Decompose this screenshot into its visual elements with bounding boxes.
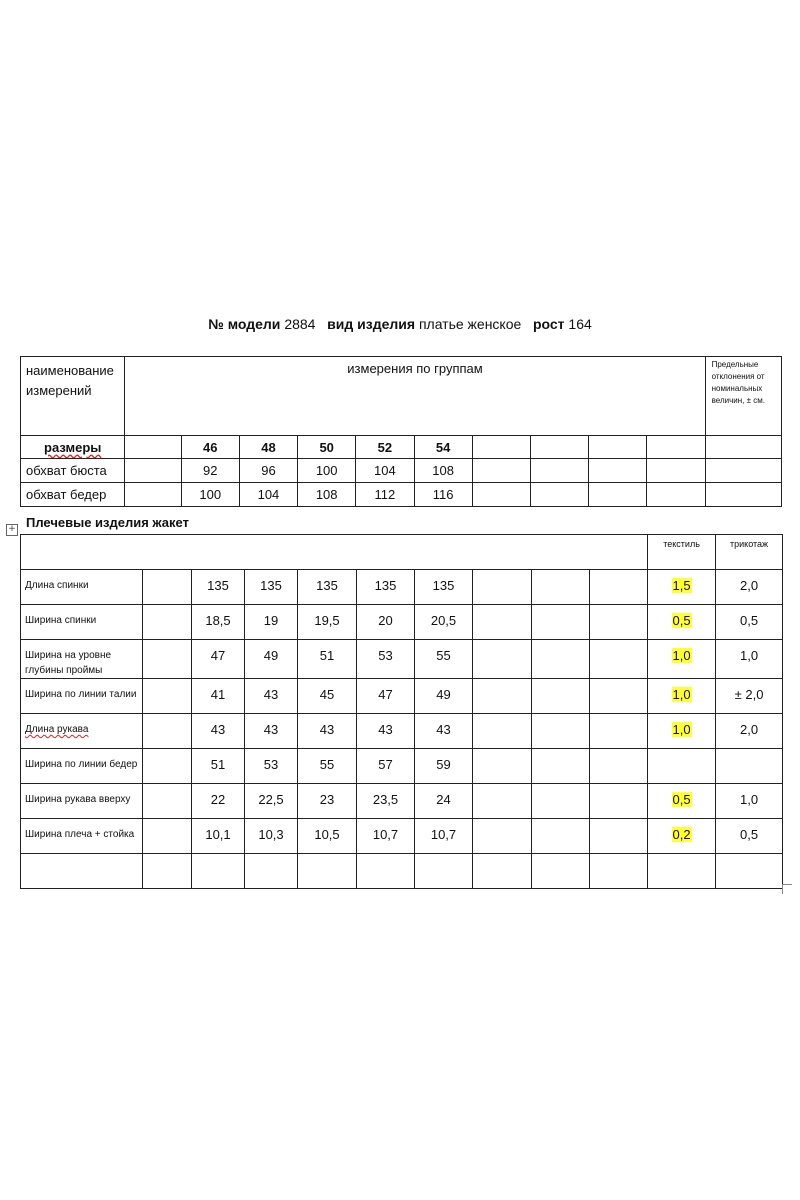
table-row <box>21 819 783 854</box>
row-label <box>21 714 143 749</box>
type-label: вид изделия <box>327 316 416 332</box>
empty-cell <box>530 436 588 459</box>
row-label-text: Ширина по линии бедер <box>25 759 138 770</box>
value-cell: 23 <box>298 784 357 819</box>
value-cell: 19,5 <box>298 605 357 640</box>
size-measurements-table <box>20 356 782 507</box>
empty-cell <box>705 483 781 507</box>
value-cell: 55 <box>415 640 473 679</box>
empty-cell <box>590 679 648 714</box>
empty-cell <box>532 679 590 714</box>
row-label-text: Ширина рукава вверху <box>25 794 131 805</box>
value-cell: 108 <box>414 459 472 483</box>
textile-value: 1,0 <box>672 648 691 663</box>
value-cell: 18,5 <box>192 605 245 640</box>
empty-cell <box>532 854 590 889</box>
value-cell: 43 <box>245 679 298 714</box>
empty-cell <box>143 749 192 784</box>
size-header: 54 <box>414 436 472 459</box>
row-label <box>21 749 143 784</box>
row-label: обхват бедер <box>21 483 125 507</box>
empty-cell <box>590 570 648 605</box>
empty-cell <box>143 854 192 889</box>
empty-cell <box>473 784 532 819</box>
textile-value <box>681 757 683 772</box>
row-label <box>21 570 143 605</box>
table-row <box>21 854 783 889</box>
deviation-header: Предельные отклонения от номинальных величин, ± см. <box>705 357 781 436</box>
empty-cell <box>143 784 192 819</box>
value-cell: 104 <box>356 459 414 483</box>
empty-cell <box>532 819 590 854</box>
value-cell: 49 <box>415 679 473 714</box>
jacket-measurements-table <box>20 534 783 889</box>
table-row <box>21 749 783 784</box>
value-cell: 23,5 <box>357 784 415 819</box>
value-cell: 20,5 <box>415 605 473 640</box>
value-cell: 135 <box>415 570 473 605</box>
value-cell: 43 <box>298 714 357 749</box>
knit-cell: 2,0 <box>716 714 783 749</box>
value-cell: 53 <box>245 749 298 784</box>
empty-cell <box>647 483 705 507</box>
empty-cell <box>143 640 192 679</box>
value-cell: 22 <box>192 784 245 819</box>
table-row <box>21 459 782 483</box>
knit-cell: 2,0 <box>716 570 783 605</box>
value-cell: 47 <box>192 640 245 679</box>
value-cell: 43 <box>415 714 473 749</box>
sizes-label <box>21 436 125 459</box>
textile-value: 0,2 <box>672 827 691 842</box>
knit-cell: 1,0 <box>716 640 783 679</box>
value-cell: 45 <box>298 679 357 714</box>
empty-cell <box>589 436 647 459</box>
section-title: Плечевые изделия жакет <box>26 515 189 530</box>
empty-cell <box>472 459 530 483</box>
value-cell: 100 <box>181 483 239 507</box>
table-row <box>21 714 783 749</box>
value-cell: 10,3 <box>245 819 298 854</box>
size-header: 46 <box>181 436 239 459</box>
value-cell: 47 <box>357 679 415 714</box>
type-value: платье женское <box>418 316 522 332</box>
knit-cell <box>716 749 783 784</box>
size-header: 52 <box>356 436 414 459</box>
empty-cell <box>647 436 705 459</box>
empty-cell <box>590 714 648 749</box>
document-title <box>0 316 800 332</box>
empty-cell <box>590 605 648 640</box>
value-cell: 92 <box>181 459 239 483</box>
empty-cell <box>590 819 648 854</box>
empty-cell <box>589 459 647 483</box>
row-label <box>21 605 143 640</box>
textile-value: 0,5 <box>672 613 691 628</box>
empty-cell <box>530 459 588 483</box>
empty-cell <box>473 640 532 679</box>
row-label <box>21 784 143 819</box>
row-label-text: Ширина по линии талии <box>25 689 137 700</box>
value-cell: 43 <box>245 714 298 749</box>
empty-cell <box>143 679 192 714</box>
empty-cell <box>125 436 181 459</box>
empty-cell <box>473 679 532 714</box>
value-cell: 24 <box>415 784 473 819</box>
row-label-text: Ширина на уровне глубины проймы <box>25 650 112 676</box>
textile-cell <box>648 679 716 714</box>
row-label-text: Длина рукава <box>25 724 89 735</box>
size-header: 48 <box>239 436 297 459</box>
value-cell: 10,7 <box>415 819 473 854</box>
empty-cell <box>125 483 181 507</box>
sizes-label-text: размеры <box>44 439 102 455</box>
empty-cell <box>472 436 530 459</box>
value-cell: 135 <box>357 570 415 605</box>
height-value: 164 <box>568 316 592 332</box>
name-header: наименование измерений <box>21 357 125 436</box>
value-cell: 43 <box>192 714 245 749</box>
textile-cell <box>648 749 716 784</box>
empty-cell <box>532 640 590 679</box>
empty-cell <box>473 819 532 854</box>
empty-cell <box>716 854 783 889</box>
empty-cell <box>532 570 590 605</box>
textile-cell <box>648 714 716 749</box>
table-row <box>21 784 783 819</box>
value-cell: 49 <box>245 640 298 679</box>
empty-cell <box>532 784 590 819</box>
value-cell: 10,5 <box>298 819 357 854</box>
knit-cell: ± 2,0 <box>716 679 783 714</box>
value-cell: 108 <box>298 483 356 507</box>
knit-cell: 0,5 <box>716 605 783 640</box>
value-cell: 96 <box>239 459 297 483</box>
row-label <box>21 679 143 714</box>
model-label: № модели <box>208 316 281 332</box>
empty-cell <box>143 605 192 640</box>
textile-header: текстиль <box>648 535 716 570</box>
row-label-text: Ширина плеча + стойка <box>25 829 135 840</box>
textile-cell <box>648 570 716 605</box>
move-handle-icon[interactable]: + <box>6 524 18 536</box>
table-row <box>21 605 783 640</box>
textile-cell <box>648 640 716 679</box>
row-label: обхват бюста <box>21 459 125 483</box>
value-cell: 41 <box>192 679 245 714</box>
value-cell: 55 <box>298 749 357 784</box>
empty-cell <box>532 605 590 640</box>
empty-cell <box>357 854 415 889</box>
table-row <box>21 640 783 679</box>
value-cell: 43 <box>357 714 415 749</box>
size-header: 50 <box>298 436 356 459</box>
table-row <box>21 679 783 714</box>
empty-cell <box>648 854 716 889</box>
empty-cell <box>473 570 532 605</box>
value-cell: 51 <box>192 749 245 784</box>
knit-cell: 0,5 <box>716 819 783 854</box>
empty-cell <box>590 749 648 784</box>
height-label: рост <box>532 316 565 332</box>
empty-cell <box>473 714 532 749</box>
value-cell: 22,5 <box>245 784 298 819</box>
value-cell: 10,1 <box>192 819 245 854</box>
table-end-marker <box>782 884 792 894</box>
value-cell: 100 <box>298 459 356 483</box>
value-cell: 51 <box>298 640 357 679</box>
empty-cell <box>532 714 590 749</box>
value-cell: 57 <box>357 749 415 784</box>
table-row <box>21 483 782 507</box>
empty-cell <box>192 854 245 889</box>
empty-cell <box>143 570 192 605</box>
textile-value: 1,0 <box>672 722 691 737</box>
textile-cell <box>648 819 716 854</box>
value-cell: 53 <box>357 640 415 679</box>
textile-cell <box>648 784 716 819</box>
empty-cell <box>298 854 357 889</box>
knit-header: трикотаж <box>716 535 783 570</box>
empty-cell <box>590 784 648 819</box>
empty-cell <box>590 854 648 889</box>
empty-cell <box>245 854 298 889</box>
value-cell: 19 <box>245 605 298 640</box>
table-row <box>21 570 783 605</box>
row-label <box>21 819 143 854</box>
empty-cell <box>472 483 530 507</box>
value-cell: 135 <box>298 570 357 605</box>
value-cell: 10,7 <box>357 819 415 854</box>
textile-value: 0,5 <box>672 792 691 807</box>
empty-cell <box>143 714 192 749</box>
value-cell: 135 <box>192 570 245 605</box>
value-cell: 104 <box>239 483 297 507</box>
empty-cell <box>473 749 532 784</box>
row-label <box>21 640 143 679</box>
model-value: 2884 <box>284 316 316 332</box>
empty-cell <box>473 605 532 640</box>
textile-cell <box>648 605 716 640</box>
row-label-text: Ширина спинки <box>25 615 97 626</box>
empty-header-cell <box>21 535 648 570</box>
knit-cell: 1,0 <box>716 784 783 819</box>
textile-value: 1,0 <box>672 687 691 702</box>
empty-cell <box>589 483 647 507</box>
value-cell: 116 <box>414 483 472 507</box>
empty-cell <box>647 459 705 483</box>
value-cell: 135 <box>245 570 298 605</box>
row-label-text: Длина спинки <box>25 580 89 591</box>
textile-value: 1,5 <box>672 578 691 593</box>
empty-cell <box>705 436 781 459</box>
empty-cell <box>705 459 781 483</box>
empty-cell <box>21 854 143 889</box>
empty-cell <box>530 483 588 507</box>
empty-cell <box>143 819 192 854</box>
empty-cell <box>415 854 473 889</box>
empty-cell <box>125 459 181 483</box>
empty-cell <box>532 749 590 784</box>
value-cell: 59 <box>415 749 473 784</box>
groups-header: измерения по группам <box>125 357 705 436</box>
empty-cell <box>473 854 532 889</box>
value-cell: 20 <box>357 605 415 640</box>
empty-cell <box>590 640 648 679</box>
value-cell: 112 <box>356 483 414 507</box>
